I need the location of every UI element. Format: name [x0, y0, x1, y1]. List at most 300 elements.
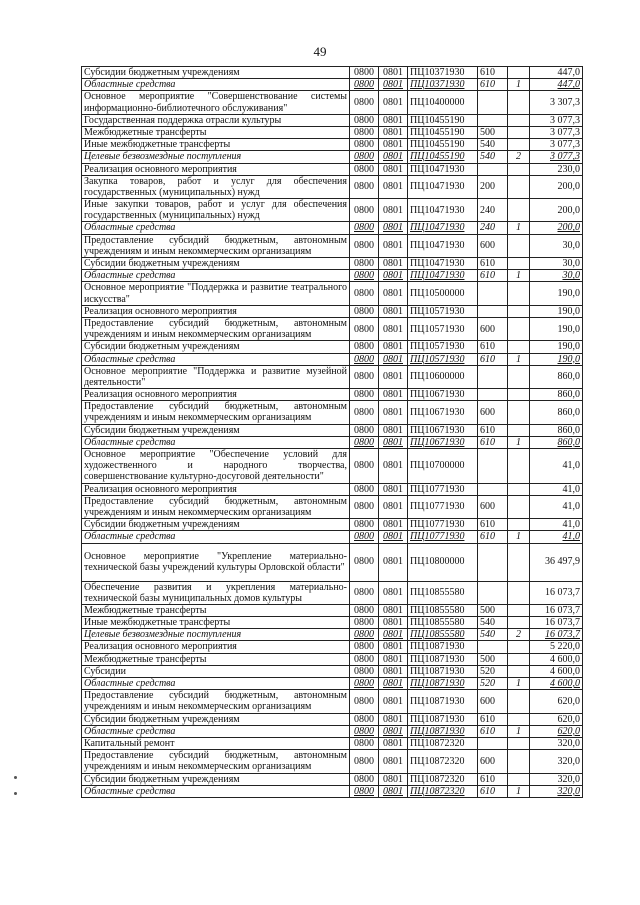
row-name-cell: Субсидии бюджетным учреждениям — [82, 424, 350, 436]
funding-source-cell — [508, 641, 530, 653]
subsection-code-cell: 0801 — [379, 151, 408, 163]
amount-cell: 16 073,7 — [530, 629, 583, 641]
table-row — [82, 270, 583, 282]
target-item-code-cell: ПЦ10872320 — [408, 737, 478, 749]
row-name-cell: Областные средства — [82, 270, 350, 282]
margin-mark — [14, 776, 17, 779]
expense-type-cell: 610 — [478, 436, 508, 448]
row-name-cell: Основное мероприятие "Поддержка и развитие театрального искусства" — [82, 282, 350, 305]
expense-type-cell — [478, 641, 508, 653]
amount-cell: 41,0 — [530, 495, 583, 518]
subsection-code-cell: 0801 — [379, 653, 408, 665]
target-item-code-cell: ПЦ10471930 — [408, 222, 478, 234]
subsection-code-cell: 0801 — [379, 449, 408, 484]
funding-source-cell: 2 — [508, 151, 530, 163]
table-row — [82, 258, 583, 270]
row-name-cell: Субсидии бюджетным учреждениям — [82, 67, 350, 79]
section-code-cell: 0800 — [350, 725, 379, 737]
section-code-cell: 0800 — [350, 270, 379, 282]
row-name-cell: Субсидии бюджетным учреждениям — [82, 258, 350, 270]
section-code-cell: 0800 — [350, 258, 379, 270]
amount-cell: 41,0 — [530, 519, 583, 531]
table-row — [82, 653, 583, 665]
target-item-code-cell: ПЦ10455190 — [408, 126, 478, 138]
section-code-cell: 0800 — [350, 690, 379, 713]
expense-type-cell: 240 — [478, 199, 508, 222]
table-row — [82, 424, 583, 436]
row-name-cell: Межбюджетные трансферты — [82, 653, 350, 665]
amount-cell: 4 600,0 — [530, 653, 583, 665]
table-row — [82, 282, 583, 305]
row-name-cell: Целевые безвозмездные поступления — [82, 629, 350, 641]
expense-type-cell: 520 — [478, 678, 508, 690]
amount-cell: 860,0 — [530, 389, 583, 401]
subsection-code-cell: 0801 — [379, 773, 408, 785]
section-code-cell: 0800 — [350, 604, 379, 616]
section-code-cell: 0800 — [350, 543, 379, 581]
table-row — [82, 495, 583, 518]
row-name-cell: Областные средства — [82, 725, 350, 737]
row-name-cell: Основное мероприятие "Обеспечение условий для художественного и народного творчества, совершенствование культурно-досуговой деятельности" — [82, 449, 350, 484]
funding-source-cell: 1 — [508, 678, 530, 690]
target-item-code-cell: ПЦ10371930 — [408, 79, 478, 91]
table-row — [82, 483, 583, 495]
target-item-code-cell: ПЦ10855580 — [408, 581, 478, 604]
expense-type-cell — [478, 305, 508, 317]
row-name-cell: Целевые безвозмездные поступления — [82, 151, 350, 163]
amount-cell: 190,0 — [530, 317, 583, 340]
subsection-code-cell: 0801 — [379, 519, 408, 531]
funding-source-cell — [508, 163, 530, 175]
amount-cell: 16 073,7 — [530, 604, 583, 616]
section-code-cell: 0800 — [350, 305, 379, 317]
expense-type-cell: 610 — [478, 725, 508, 737]
amount-cell: 200,0 — [530, 199, 583, 222]
table-row — [82, 389, 583, 401]
amount-cell: 3 077,3 — [530, 151, 583, 163]
subsection-code-cell: 0801 — [379, 750, 408, 773]
section-code-cell: 0800 — [350, 199, 379, 222]
row-name-cell: Межбюджетные трансферты — [82, 604, 350, 616]
table-row — [82, 449, 583, 484]
target-item-code-cell: ПЦ10471930 — [408, 234, 478, 257]
section-code-cell: 0800 — [350, 126, 379, 138]
section-code-cell: 0800 — [350, 234, 379, 257]
row-name-cell: Областные средства — [82, 436, 350, 448]
funding-source-cell — [508, 91, 530, 114]
funding-source-cell — [508, 139, 530, 151]
table-row — [82, 641, 583, 653]
target-item-code-cell: ПЦ10871930 — [408, 653, 478, 665]
expense-type-cell: 540 — [478, 139, 508, 151]
subsection-code-cell: 0801 — [379, 725, 408, 737]
table-row — [82, 199, 583, 222]
section-code-cell: 0800 — [350, 389, 379, 401]
funding-source-cell — [508, 341, 530, 353]
table-row — [82, 317, 583, 340]
funding-source-cell — [508, 737, 530, 749]
funding-source-cell: 2 — [508, 629, 530, 641]
expense-type-cell — [478, 449, 508, 484]
funding-source-cell: 1 — [508, 353, 530, 365]
expense-type-cell: 610 — [478, 785, 508, 797]
amount-cell: 620,0 — [530, 725, 583, 737]
subsection-code-cell: 0801 — [379, 199, 408, 222]
target-item-code-cell: ПЦ10855580 — [408, 617, 478, 629]
table-row — [82, 234, 583, 257]
subsection-code-cell: 0801 — [379, 282, 408, 305]
funding-source-cell: 1 — [508, 270, 530, 282]
section-code-cell: 0800 — [350, 678, 379, 690]
subsection-code-cell: 0801 — [379, 401, 408, 424]
table-row — [82, 151, 583, 163]
subsection-code-cell: 0801 — [379, 91, 408, 114]
subsection-code-cell: 0801 — [379, 436, 408, 448]
section-code-cell: 0800 — [350, 282, 379, 305]
target-item-code-cell: ПЦ10455190 — [408, 139, 478, 151]
budget-table-body — [82, 67, 583, 798]
expense-type-cell: 610 — [478, 773, 508, 785]
subsection-code-cell: 0801 — [379, 139, 408, 151]
subsection-code-cell: 0801 — [379, 234, 408, 257]
amount-cell: 447,0 — [530, 79, 583, 91]
target-item-code-cell: ПЦ10471930 — [408, 175, 478, 198]
funding-source-cell — [508, 258, 530, 270]
expense-type-cell: 610 — [478, 713, 508, 725]
target-item-code-cell: ПЦ10871930 — [408, 678, 478, 690]
expense-type-cell — [478, 389, 508, 401]
section-code-cell: 0800 — [350, 629, 379, 641]
amount-cell: 16 073,7 — [530, 617, 583, 629]
table-row — [82, 678, 583, 690]
subsection-code-cell: 0801 — [379, 163, 408, 175]
expense-type-cell: 600 — [478, 401, 508, 424]
subsection-code-cell: 0801 — [379, 543, 408, 581]
amount-cell: 5 220,0 — [530, 641, 583, 653]
amount-cell: 620,0 — [530, 713, 583, 725]
target-item-code-cell: ПЦ10871930 — [408, 641, 478, 653]
subsection-code-cell: 0801 — [379, 317, 408, 340]
target-item-code-cell: ПЦ10871930 — [408, 665, 478, 677]
target-item-code-cell: ПЦ10400000 — [408, 91, 478, 114]
expense-type-cell — [478, 737, 508, 749]
subsection-code-cell: 0801 — [379, 665, 408, 677]
target-item-code-cell: ПЦ10872320 — [408, 785, 478, 797]
table-row — [82, 126, 583, 138]
funding-source-cell — [508, 495, 530, 518]
section-code-cell: 0800 — [350, 713, 379, 725]
margin-mark — [14, 792, 17, 795]
amount-cell: 3 077,3 — [530, 114, 583, 126]
row-name-cell: Областные средства — [82, 785, 350, 797]
row-name-cell: Предоставление субсидий бюджетным, автономным учреждениям и иным некоммерческим организациям — [82, 234, 350, 257]
expense-type-cell: 600 — [478, 495, 508, 518]
table-row — [82, 139, 583, 151]
section-code-cell: 0800 — [350, 401, 379, 424]
row-name-cell: Межбюджетные трансферты — [82, 126, 350, 138]
target-item-code-cell: ПЦ10771930 — [408, 519, 478, 531]
expense-type-cell: 540 — [478, 617, 508, 629]
row-name-cell: Субсидии бюджетным учреждениям — [82, 773, 350, 785]
row-name-cell: Реализация основного мероприятия — [82, 641, 350, 653]
funding-source-cell — [508, 175, 530, 198]
expense-type-cell: 600 — [478, 234, 508, 257]
expense-type-cell: 610 — [478, 341, 508, 353]
section-code-cell: 0800 — [350, 737, 379, 749]
table-row — [82, 665, 583, 677]
amount-cell: 41,0 — [530, 483, 583, 495]
amount-cell: 447,0 — [530, 67, 583, 79]
funding-source-cell — [508, 305, 530, 317]
section-code-cell: 0800 — [350, 365, 379, 388]
funding-source-cell — [508, 773, 530, 785]
expense-type-cell: 240 — [478, 222, 508, 234]
subsection-code-cell: 0801 — [379, 175, 408, 198]
target-item-code-cell: ПЦ10471930 — [408, 258, 478, 270]
funding-source-cell: 1 — [508, 79, 530, 91]
table-row — [82, 543, 583, 581]
row-name-cell: Основное мероприятие "Укрепление материально-технической базы учреждений культуры Орловской области" — [82, 543, 350, 581]
amount-cell: 190,0 — [530, 305, 583, 317]
target-item-code-cell: ПЦ10700000 — [408, 449, 478, 484]
section-code-cell: 0800 — [350, 785, 379, 797]
expense-type-cell — [478, 543, 508, 581]
target-item-code-cell: ПЦ10671930 — [408, 424, 478, 436]
subsection-code-cell: 0801 — [379, 629, 408, 641]
amount-cell: 190,0 — [530, 341, 583, 353]
amount-cell: 320,0 — [530, 737, 583, 749]
expense-type-cell: 610 — [478, 79, 508, 91]
section-code-cell: 0800 — [350, 665, 379, 677]
subsection-code-cell: 0801 — [379, 641, 408, 653]
subsection-code-cell: 0801 — [379, 389, 408, 401]
expense-type-cell — [478, 91, 508, 114]
amount-cell: 190,0 — [530, 282, 583, 305]
subsection-code-cell: 0801 — [379, 785, 408, 797]
expense-type-cell: 610 — [478, 353, 508, 365]
section-code-cell: 0800 — [350, 617, 379, 629]
section-code-cell: 0800 — [350, 79, 379, 91]
funding-source-cell — [508, 750, 530, 773]
target-item-code-cell: ПЦ10471930 — [408, 199, 478, 222]
table-row — [82, 222, 583, 234]
row-name-cell: Реализация основного мероприятия — [82, 389, 350, 401]
table-row — [82, 341, 583, 353]
table-row — [82, 629, 583, 641]
expense-type-cell — [478, 114, 508, 126]
amount-cell: 3 307,3 — [530, 91, 583, 114]
expense-type-cell: 520 — [478, 665, 508, 677]
subsection-code-cell: 0801 — [379, 424, 408, 436]
target-item-code-cell: ПЦ10671930 — [408, 389, 478, 401]
expense-type-cell: 500 — [478, 653, 508, 665]
subsection-code-cell: 0801 — [379, 365, 408, 388]
table-row — [82, 785, 583, 797]
table-row — [82, 604, 583, 616]
amount-cell: 3 077,3 — [530, 126, 583, 138]
amount-cell: 860,0 — [530, 401, 583, 424]
expense-type-cell — [478, 282, 508, 305]
expense-type-cell — [478, 581, 508, 604]
section-code-cell: 0800 — [350, 773, 379, 785]
subsection-code-cell: 0801 — [379, 258, 408, 270]
table-row — [82, 773, 583, 785]
subsection-code-cell: 0801 — [379, 678, 408, 690]
amount-cell: 30,0 — [530, 258, 583, 270]
expense-type-cell: 540 — [478, 151, 508, 163]
amount-cell: 230,0 — [530, 163, 583, 175]
amount-cell: 16 073,7 — [530, 581, 583, 604]
target-item-code-cell: ПЦ10600000 — [408, 365, 478, 388]
target-item-code-cell: ПЦ10471930 — [408, 163, 478, 175]
section-code-cell: 0800 — [350, 424, 379, 436]
funding-source-cell — [508, 365, 530, 388]
target-item-code-cell: ПЦ10771930 — [408, 531, 478, 543]
table-row — [82, 401, 583, 424]
subsection-code-cell: 0801 — [379, 581, 408, 604]
section-code-cell: 0800 — [350, 483, 379, 495]
target-item-code-cell: ПЦ10872320 — [408, 750, 478, 773]
funding-source-cell — [508, 483, 530, 495]
target-item-code-cell: ПЦ10800000 — [408, 543, 478, 581]
funding-source-cell — [508, 234, 530, 257]
table-row — [82, 436, 583, 448]
target-item-code-cell: ПЦ10871930 — [408, 713, 478, 725]
row-name-cell: Субсидии бюджетным учреждениям — [82, 341, 350, 353]
expense-type-cell: 600 — [478, 750, 508, 773]
subsection-code-cell: 0801 — [379, 79, 408, 91]
subsection-code-cell: 0801 — [379, 495, 408, 518]
expense-type-cell: 610 — [478, 258, 508, 270]
row-name-cell: Основное мероприятие "Поддержка и развитие музейной деятельности" — [82, 365, 350, 388]
subsection-code-cell: 0801 — [379, 341, 408, 353]
expense-type-cell: 610 — [478, 519, 508, 531]
funding-source-cell — [508, 401, 530, 424]
target-item-code-cell: ПЦ10571930 — [408, 341, 478, 353]
funding-source-cell — [508, 449, 530, 484]
expense-type-cell: 600 — [478, 690, 508, 713]
expense-type-cell: 610 — [478, 424, 508, 436]
row-name-cell: Предоставление субсидий бюджетным, автономным учреждениям и иным некоммерческим организациям — [82, 495, 350, 518]
row-name-cell: Предоставление субсидий бюджетным, автономным учреждениям и иным некоммерческим организациям — [82, 317, 350, 340]
section-code-cell: 0800 — [350, 91, 379, 114]
target-item-code-cell: ПЦ10871930 — [408, 725, 478, 737]
subsection-code-cell: 0801 — [379, 713, 408, 725]
subsection-code-cell: 0801 — [379, 604, 408, 616]
row-name-cell: Областные средства — [82, 79, 350, 91]
funding-source-cell: 1 — [508, 725, 530, 737]
amount-cell: 320,0 — [530, 773, 583, 785]
row-name-cell: Капитальный ремонт — [82, 737, 350, 749]
section-code-cell: 0800 — [350, 317, 379, 340]
target-item-code-cell: ПЦ10455190 — [408, 151, 478, 163]
table-row — [82, 67, 583, 79]
row-name-cell: Областные средства — [82, 678, 350, 690]
subsection-code-cell: 0801 — [379, 126, 408, 138]
section-code-cell: 0800 — [350, 175, 379, 198]
expense-type-cell: 610 — [478, 270, 508, 282]
expense-type-cell: 540 — [478, 629, 508, 641]
section-code-cell: 0800 — [350, 114, 379, 126]
row-name-cell: Иные закупки товаров, работ и услуг для обеспечения государственных (муниципальных) нужд — [82, 199, 350, 222]
table-row — [82, 750, 583, 773]
target-item-code-cell: ПЦ10471930 — [408, 270, 478, 282]
section-code-cell: 0800 — [350, 341, 379, 353]
subsection-code-cell: 0801 — [379, 270, 408, 282]
row-name-cell: Реализация основного мероприятия — [82, 483, 350, 495]
amount-cell: 3 077,3 — [530, 139, 583, 151]
table-row — [82, 91, 583, 114]
expense-type-cell: 610 — [478, 67, 508, 79]
target-item-code-cell: ПЦ10871930 — [408, 690, 478, 713]
funding-source-cell: 1 — [508, 222, 530, 234]
row-name-cell: Предоставление субсидий бюджетным, автономным учреждениям и иным некоммерческим организациям — [82, 690, 350, 713]
section-code-cell: 0800 — [350, 519, 379, 531]
amount-cell: 860,0 — [530, 424, 583, 436]
amount-cell: 41,0 — [530, 531, 583, 543]
subsection-code-cell: 0801 — [379, 222, 408, 234]
row-name-cell: Иные межбюджетные трансферты — [82, 617, 350, 629]
funding-source-cell — [508, 389, 530, 401]
section-code-cell: 0800 — [350, 653, 379, 665]
table-row — [82, 617, 583, 629]
funding-source-cell — [508, 199, 530, 222]
section-code-cell: 0800 — [350, 449, 379, 484]
section-code-cell: 0800 — [350, 531, 379, 543]
table-row — [82, 737, 583, 749]
table-row — [82, 365, 583, 388]
target-item-code-cell: ПЦ10671930 — [408, 436, 478, 448]
amount-cell: 620,0 — [530, 690, 583, 713]
row-name-cell: Обеспечение развития и укрепления материально-технической базы муниципальных домов культуры — [82, 581, 350, 604]
funding-source-cell — [508, 690, 530, 713]
row-name-cell: Иные межбюджетные трансферты — [82, 139, 350, 151]
expense-type-cell: 500 — [478, 604, 508, 616]
expense-type-cell — [478, 483, 508, 495]
subsection-code-cell: 0801 — [379, 690, 408, 713]
row-name-cell: Закупка товаров, работ и услуг для обеспечения государственных (муниципальных) нужд — [82, 175, 350, 198]
table-row — [82, 353, 583, 365]
target-item-code-cell: ПЦ10671930 — [408, 401, 478, 424]
row-name-cell: Реализация основного мероприятия — [82, 305, 350, 317]
funding-source-cell — [508, 282, 530, 305]
target-item-code-cell: ПЦ10855580 — [408, 629, 478, 641]
section-code-cell: 0800 — [350, 353, 379, 365]
subsection-code-cell: 0801 — [379, 67, 408, 79]
target-item-code-cell: ПЦ10371930 — [408, 67, 478, 79]
subsection-code-cell: 0801 — [379, 737, 408, 749]
amount-cell: 41,0 — [530, 449, 583, 484]
amount-cell: 200,0 — [530, 175, 583, 198]
subsection-code-cell: 0801 — [379, 353, 408, 365]
table-row — [82, 79, 583, 91]
row-name-cell: Областные средства — [82, 222, 350, 234]
row-name-cell: Областные средства — [82, 353, 350, 365]
section-code-cell: 0800 — [350, 641, 379, 653]
section-code-cell: 0800 — [350, 222, 379, 234]
table-row — [82, 725, 583, 737]
row-name-cell: Основное мероприятие "Совершенствование системы информационно-библиотечного обслуживания" — [82, 91, 350, 114]
subsection-code-cell: 0801 — [379, 617, 408, 629]
funding-source-cell — [508, 543, 530, 581]
funding-source-cell — [508, 114, 530, 126]
amount-cell: 30,0 — [530, 234, 583, 257]
target-item-code-cell: ПЦ10571930 — [408, 353, 478, 365]
funding-source-cell — [508, 604, 530, 616]
expense-type-cell: 600 — [478, 317, 508, 340]
table-row — [82, 114, 583, 126]
row-name-cell: Предоставление субсидий бюджетным, автономным учреждениям и иным некоммерческим организациям — [82, 401, 350, 424]
